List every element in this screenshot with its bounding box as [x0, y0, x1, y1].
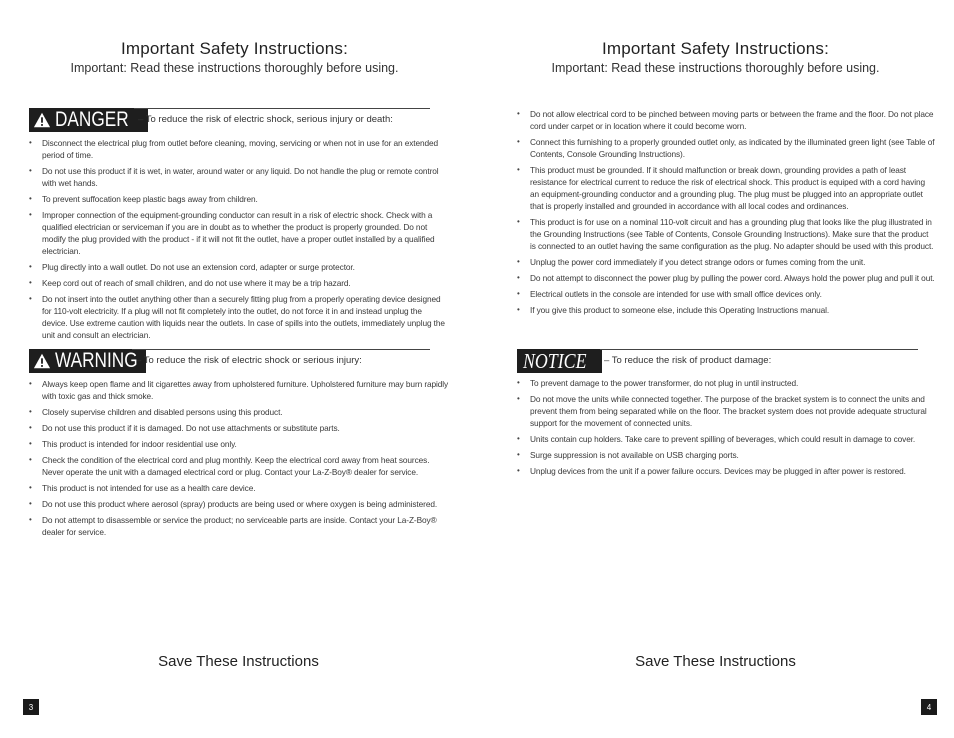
danger-list	[29, 137, 449, 345]
list-item: • Do not move the units while connected together. The purpose of the bracket system is to connect the units and prevent them from being separated while on the floor. The bracket system does not provide adequate structural support for the movement of connected units.	[517, 393, 935, 429]
notice-badge	[517, 349, 602, 373]
danger-badge	[29, 108, 148, 132]
notice-list	[517, 377, 935, 481]
warning-badge	[29, 349, 146, 373]
list-item: • This product is for use on a nominal 110-volt circuit and has a grounding plug that looks like the plug illustrated in the Grounding Instructions (see Table of Contents, Console Grounding Instructions). Make sure that the product is connected to an outlet having the same configuration as the plug. No adapter should be used with this product.	[517, 216, 935, 252]
list-item: • Keep cord out of reach of small children, and do not use where it may be a trip hazard.	[29, 277, 449, 289]
list-item: • Do not use this product if it is damaged. Do not use attachments or substitute parts.	[29, 422, 449, 434]
list-item: • Do not attempt to disassemble or service the product; no serviceable parts are inside. Contact your La-Z-Boy® dealer for service.	[29, 514, 449, 538]
list-item: • Check the condition of the electrical cord and plug monthly. Keep the electrical cord away from heat sources. Never operate the unit with a damaged electrical cord or plug. Contact your La-Z-Boy® dealer for service.	[29, 454, 449, 478]
page-number: 4	[921, 699, 937, 715]
warning-text: – To reduce the risk of electric shock or serious injury:	[132, 349, 430, 373]
danger-label: DANGER	[55, 108, 129, 131]
list-item: • Closely supervise children and disabled persons using this product.	[29, 406, 449, 418]
right-list	[517, 108, 935, 320]
notice-banner	[517, 349, 918, 373]
list-item: • Do not allow electrical cord to be pinched between moving parts or between the frame and the floor. Do not place cord under carpet or in location where it could become worn.	[517, 108, 935, 132]
list-item: • Improper connection of the equipment-grounding conductor can result in a risk of electric shock. Check with a qualified electrician or serviceman if you are in doubt as to whether the product is properly grounded. Do not modify the plug provided with the product - if it will not fit the outlet, have a proper outlet installed by a qualified electrician.	[29, 209, 449, 257]
list-item: • Always keep open flame and lit cigarettes away from upholstered furniture. Upholstered furniture may burn rapidly with toxic gas and thick smoke.	[29, 378, 449, 402]
list-item: • This product is intended for indoor residential use only.	[29, 438, 449, 450]
list-item: • Units contain cup holders. Take care to prevent spilling of beverages, which could result in damage to cover.	[517, 433, 935, 445]
notice-text: – To reduce the risk of product damage:	[600, 349, 918, 373]
list-item: • Surge suppression is not available on USB charging ports.	[517, 449, 935, 461]
notice-label: NOTICE	[523, 349, 587, 373]
warning-label: WARNING	[55, 349, 138, 372]
list-item: • Do not use this product where aerosol (spray) products are being used or where oxygen is being administered.	[29, 498, 449, 510]
page-subtitle: Important: Read these instructions thoroughly before using.	[551, 61, 880, 75]
list-item: • This product must be grounded. If it should malfunction or break down, grounding provides a path of least resistance for electrical current to reduce the risk of electrical shock. This product is equiped with a cord having an equipment-grounding conductor and a grounding plug. The plug must be plugged into an appropriate outlet that is properly installed and grounded in accordance with all local codes and ordinances.	[517, 164, 935, 212]
list-item: • Do not use this product if it is wet, in water, around water or any liquid. Do not handle the plug or remote control with wet hands.	[29, 165, 449, 189]
warning-list	[29, 378, 449, 542]
danger-text: – To reduce the risk of electric shock, serious injury or death:	[134, 108, 430, 132]
list-item: • If you give this product to someone else, include this Operating Instructions manual.	[517, 304, 935, 316]
page-4	[477, 0, 954, 738]
list-item: • To prevent damage to the power transformer, do not plug in until instructed.	[517, 377, 935, 389]
page-title: Important Safety Instructions:	[120, 39, 349, 58]
warning-triangle-icon	[33, 111, 51, 129]
list-item: • To prevent suffocation keep plastic bags away from children.	[29, 193, 449, 205]
list-item: • Plug directly into a wall outlet. Do not use an extension cord, adapter or surge protector.	[29, 261, 449, 273]
page-number: 3	[23, 699, 39, 715]
warning-banner	[29, 349, 430, 373]
list-item: • Electrical outlets in the console are intended for use with small office devices only.	[517, 288, 935, 300]
list-item: • Connect this furnishing to a properly grounded outlet only, as indicated by the illuminated green light (see Table of Contents, Console Grounding Instructions).	[517, 136, 935, 160]
list-item: • Disconnect the electrical plug from outlet before cleaning, moving, servicing or when not in use for an extended period of time.	[29, 137, 449, 161]
list-item: • Do not insert into the outlet anything other than a securely fitting plug from a properly operating device designed for 110-volt electricity. If a plug will not fit completely into the outlet, do not force it in and instead unplug the device. Use extreme caution with liquids near the outlets. In case of spills into the outlets, immediately unplug the unit and consult an electrician.	[29, 293, 449, 341]
warning-triangle-icon	[33, 352, 51, 370]
save-instructions: Save These Instructions	[158, 653, 319, 670]
list-item: • Unplug devices from the unit if a power failure occurs. Devices may be plugged in after power is restored.	[517, 465, 935, 477]
page-title: Important Safety Instructions:	[601, 39, 830, 58]
danger-banner	[29, 108, 430, 132]
page-subtitle: Important: Read these instructions thoroughly before using.	[70, 61, 399, 75]
list-item: • Unplug the power cord immediately if you detect strange odors or fumes coming from the unit.	[517, 256, 935, 268]
save-instructions: Save These Instructions	[635, 653, 796, 670]
list-item: • Do not attempt to disconnect the power plug by pulling the power cord. Always hold the power plug and pull it out.	[517, 272, 935, 284]
list-item: • This product is not intended for use as a health care device.	[29, 482, 449, 494]
